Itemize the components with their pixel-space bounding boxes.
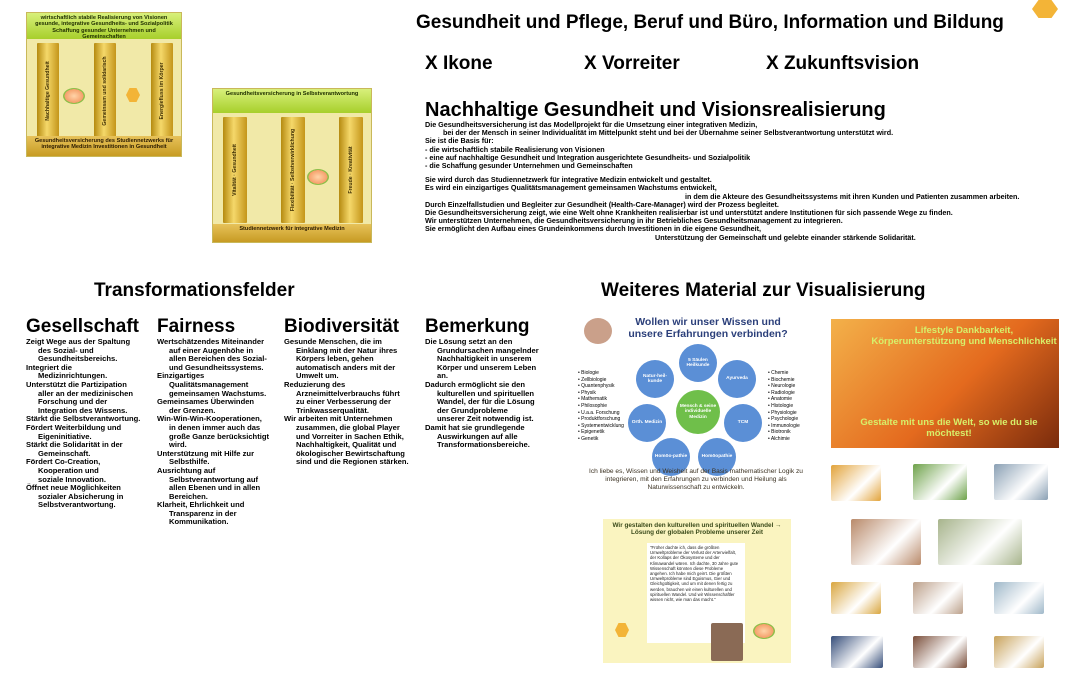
- transform-column-bemerkung: [425, 316, 555, 450]
- column-body: [26, 338, 154, 510]
- section-line: Sie wird durch das Studiennetzwerk für integrative Medizin entwickelt und gestaltet.: [425, 175, 712, 185]
- honeycomb-icon: [615, 623, 629, 637]
- list-item: • Produktforschung: [578, 416, 621, 423]
- portrait-image: [584, 318, 612, 344]
- x-ikone: X Ikone: [425, 53, 493, 74]
- list-item: • Chemie: [768, 370, 789, 376]
- section-heading-visionsrealisierung: Nachhaltige Gesundheit und Visionsrealisierung: [425, 99, 886, 121]
- node-naturheilkunde: Natur-heil-kunde: [636, 360, 674, 398]
- knowledge-card-caption: Ich liebe es, Wissen und Weisheit auf der Basis mathematischer Logik zu integrieren, mit den Erfahrungen zu verbinden und Heilung als Naturwissenschaft zu entwickeln.: [589, 468, 803, 491]
- column-line: Stärkt die Solidarität in der: [26, 440, 123, 450]
- section-line: Durch Einzelfallstudien und Begleiter zur Gesundheit (Health-Care-Manager) wird der Prozess begleitet.: [425, 199, 779, 209]
- node-5-saeulen: 5 Säulen Heilkunde: [679, 344, 717, 382]
- column-line: wird.: [169, 440, 187, 450]
- column-title: Fairness: [157, 316, 236, 337]
- column-line: an.: [437, 371, 448, 381]
- gallery-photo: [851, 519, 921, 565]
- column-line: ökologischer Bewirtschaftung: [296, 448, 405, 458]
- flower-logo-icon: [63, 88, 85, 104]
- column-line: Transformationsbereiche.: [437, 440, 530, 450]
- list-item: • Quantenphysik: [578, 383, 615, 390]
- list-item: • Neurologie: [768, 383, 796, 390]
- transform-column-biodiversitaet: [284, 316, 420, 467]
- column-line: Transparenz in der: [169, 508, 237, 518]
- column-line: Arzneimittelverbrauchs führt: [296, 388, 400, 398]
- column-line: der Grundprobleme: [437, 405, 508, 415]
- gallery-photo: [913, 582, 963, 614]
- transform-column-gesellschaft: [26, 316, 154, 510]
- column-line: Kooperation und: [38, 465, 99, 475]
- column-line: zu einer Verbesserung der: [296, 397, 391, 407]
- transform-column-fairness: [157, 316, 285, 527]
- column-line: Dadurch ermöglicht sie den: [425, 379, 526, 389]
- flower-logo-icon: [307, 169, 329, 185]
- list-item: • Psychologie: [768, 416, 799, 423]
- column-line: Integration des Wissens.: [38, 405, 128, 415]
- column-line: Selbsthilfe.: [169, 457, 210, 467]
- column-line: Gesunde Menschen, die im: [284, 337, 382, 346]
- column-line: Trinkwasserqualität.: [296, 405, 370, 415]
- column-body: [425, 338, 555, 450]
- column-line: Unterstützt die Partizipation: [26, 379, 127, 389]
- column-line: Qualitätsmanagement: [169, 379, 249, 389]
- column-line: Die Lösung setzt an den: [425, 337, 513, 346]
- list-item: • Physik: [578, 389, 596, 396]
- column-line: Damit hat sie grundlegende: [425, 422, 525, 432]
- column-line: des Sozial- und: [38, 345, 94, 355]
- column-line: Reduzierung des: [284, 379, 346, 389]
- speaker-photo: [711, 623, 743, 661]
- column-line: Wir arbeiten mit Unternehmen: [284, 414, 393, 424]
- column-line: unserer Zeit notwendig ist.: [437, 414, 534, 424]
- column-title: Bemerkung: [425, 316, 530, 337]
- knowledge-card-title: Wollen wir unser Wissen und unsere Erfahrungen verbinden?: [628, 316, 788, 340]
- x-vorreiter: X Vorreiter: [584, 53, 680, 74]
- right-science-list: [768, 370, 818, 443]
- list-item: • Immunologie: [768, 422, 800, 429]
- list-item: • Philosophie: [578, 402, 607, 409]
- column-line: und Gesundheitssystems.: [169, 362, 264, 372]
- temple-2-pillar-3: Freude · Kreativität: [339, 117, 363, 223]
- column-line: Einklang mit der Natur ihres: [296, 345, 398, 355]
- column-line: sozialer Absicherung in: [38, 491, 124, 501]
- column-line: Wertschätzendes Miteinander: [157, 337, 265, 346]
- wandel-card-quote: "Früher dachte ich, dass die größten Umweltprobleme der Verlust der Artenvielfalt, der Kollaps der Ökosysteme und der Klimawandel wären. Ich dachte, 30 Jahre gute Wissenschaft könnten diese Probleme angehen. Ich habe mich geirrt. Die größten Umweltprobleme sind Egoismus, Gier und Gleichgültigkeit, und um mit denen fertig zu werden, brauchen wir einen kulturellen und spirituellen Wandel. Und wir Wissenschaftler wissen nicht, wie man das macht.": [647, 543, 745, 643]
- section-line: - die wirtschaftlich stabile Realisierung von Visionen: [425, 144, 605, 154]
- section-line: - eine auf nachhaltige Gesundheit und Integration ausgerichtete Gesundheits- und Sozialpolitik: [425, 152, 751, 162]
- list-item: • Biochemie: [768, 376, 795, 383]
- gallery-photo: [938, 519, 1022, 565]
- column-line: Körper und unserem Leben: [437, 362, 537, 372]
- list-item: • Biotronik: [768, 429, 791, 436]
- column-line: Umwelt um.: [296, 371, 339, 381]
- gallery-photo: [831, 465, 881, 501]
- node-hermetik: Homöopathie: [698, 438, 736, 476]
- column-line: auf einer Augenhöhe in: [169, 345, 254, 355]
- node-orth-medizin: Orth. Medizin: [628, 404, 666, 442]
- temple-panel-2: [212, 88, 372, 243]
- column-line: und Vorreiter in Sachen Ethik,: [296, 431, 404, 441]
- section-line: Unterstützung der Gemeinschaft und gelebte einander stärkende Solidarität.: [655, 232, 916, 242]
- column-line: Klarheit, Ehrlichkeit und: [157, 500, 245, 510]
- lifestyle-card: [831, 319, 1059, 448]
- gallery-photo: [994, 464, 1048, 500]
- column-line: Fördert Weiterbildung und: [26, 422, 122, 432]
- column-line: Öffnet neue Möglichkeiten: [26, 483, 121, 493]
- column-line: aller an der medizinischen: [38, 388, 133, 398]
- column-line: Stärkt die Selbstverantwortung.: [26, 414, 141, 424]
- column-line: soziale Innovation.: [38, 474, 106, 484]
- temple-2-base: Studiennetzwerk für integrative Medizin: [213, 224, 371, 242]
- node-ayurveda: Ayurveda: [718, 360, 756, 398]
- column-line: Win-Win-Win-Kooperationen,: [157, 414, 262, 424]
- gallery-photo: [831, 636, 883, 668]
- section-line: - die Schaffung gesunder Unternehmen und Gemeinschaften: [425, 161, 633, 171]
- column-line: Einzigartiges: [157, 371, 205, 381]
- column-line: der Grenzen.: [169, 405, 216, 415]
- list-item: • Mathematik: [578, 396, 607, 403]
- gallery-photo: [994, 636, 1044, 668]
- column-line: Forschung und der: [38, 397, 108, 407]
- wandel-card: [603, 519, 791, 663]
- column-line: Nachhaltigkeit, Qualität und: [296, 440, 397, 450]
- column-body: [157, 338, 285, 527]
- column-line: Körpers leben, gehen: [296, 354, 374, 364]
- section-line: Sie ist die Basis für:: [425, 136, 494, 146]
- section-line: Sie ermöglicht den Aufbau eines Grundeinkommens durch Investitionen in die eigene Gesundheit,: [425, 224, 762, 234]
- column-line: Bereichen.: [169, 491, 208, 501]
- list-item: • Zellbiologie: [578, 376, 607, 383]
- transform-heading: Transformationsfelder: [94, 280, 295, 301]
- list-item: • U.a.a. Forschung: [578, 409, 620, 416]
- section-line: Wir unterstützen Unternehmen, die Gesundheitsversicherung in ihr Betriebliches Gesundheitsmanagement zu integrieren.: [425, 216, 843, 226]
- list-item: • Anatomie: [768, 396, 792, 403]
- column-line: Gesundheitsbereichs.: [38, 354, 118, 364]
- column-line: Selbstverantwortung.: [38, 500, 116, 510]
- page-title: Gesundheit und Pflege, Beruf und Büro, Information und Bildung: [416, 12, 1004, 33]
- flower-logo-icon: [753, 623, 775, 639]
- column-line: zusammen, die global Player: [296, 422, 400, 432]
- list-item: • Histologie: [768, 402, 794, 409]
- honeycomb-icon: [1032, 0, 1058, 18]
- column-line: Nachhaltigkeit in unserem: [437, 354, 532, 364]
- column-line: Medizinrichtungen.: [38, 371, 108, 381]
- column-line: gemeinsamen Wachstums.: [169, 388, 267, 398]
- list-item: • Systementwicklung: [578, 422, 624, 429]
- wandel-card-title: Wir gestalten den kulturellen und spirituellen Wandel → Lösung der globalen Probleme unserer Zeit: [612, 522, 782, 537]
- temple-1-pillar-3: Energiefluss im Körper: [151, 43, 173, 139]
- gallery-photo: [994, 582, 1044, 614]
- column-line: Gemeinsames Überwinden: [157, 397, 255, 407]
- temple-1-pillar-2: Gemeinsam und solidarisch: [94, 43, 116, 139]
- column-line: Ausrichtung auf: [157, 465, 216, 475]
- list-item: • Alchimie: [768, 435, 790, 442]
- column-line: sind und die Regionen stärken.: [296, 457, 409, 467]
- column-line: große Ganze berücksichtigt: [169, 431, 270, 441]
- column-line: Zeigt Wege aus der Spaltung: [26, 337, 131, 346]
- center-node: Mensch & seine individuelle Medizin: [676, 390, 720, 434]
- column-title: Gesellschaft: [26, 316, 139, 337]
- column-line: Wandel, der für die Lösung: [437, 397, 535, 407]
- column-line: Grundursachen mangelnder: [437, 345, 539, 355]
- column-line: Selbstverantwortung auf: [169, 474, 259, 484]
- lifestyle-card-title: Lifestyle Dankbarkeit, Körperunterstützung und Menschlichkeit: [871, 325, 1057, 347]
- column-line: allen Ebenen und in allen: [169, 483, 261, 493]
- column-line: Gemeinschaft.: [38, 448, 91, 458]
- column-line: Fördert Co-Creation,: [26, 457, 101, 467]
- list-item: • Genetik: [578, 435, 599, 442]
- column-line: Kommunikation.: [169, 517, 229, 527]
- column-line: Eigeninitiative.: [38, 431, 92, 441]
- list-item: • Radiologie: [768, 389, 795, 396]
- left-science-list: [578, 370, 628, 443]
- gallery-photo: [913, 464, 967, 500]
- list-item: • Biologie: [578, 370, 599, 376]
- gallery-photo: [831, 582, 881, 614]
- temple-1-roof: wirtschaftlich stabile Realisierung von Visionen gesunde, integrative Gesundheits- und Sozialpolitik Schaffung gesunder Unternehmen und Gemeinschaften: [27, 13, 181, 39]
- section-line: Die Gesundheitsversicherung ist das Modellprojekt für die Umsetzung einer integrativen Medizin,: [425, 120, 758, 129]
- temple-panel-1: [26, 12, 182, 157]
- x-zukunftsvision: X Zukunftsvision: [766, 53, 920, 74]
- column-line: in denen immer auch das: [169, 422, 261, 432]
- node-tcm: TCM: [724, 404, 762, 442]
- section-line: Die Gesundheitsversicherung zeigt, wie eine Welt ohne Krankheiten realisierbar ist und unterstützt andere Institutionen für sich passende Wege zu finden.: [425, 208, 953, 218]
- temple-2-pillar-2: Flexibilität · Selbstverwirklichung: [281, 117, 305, 223]
- column-line: automatisch anders mit der: [296, 362, 396, 372]
- temple-1-pillar-1: Nachhaltige Gesundheit: [37, 43, 59, 139]
- section-line: in dem die Akteure des Gesundheitssystems mit ihren Kunden und Patienten zusammen arbeiten.: [685, 191, 1020, 201]
- temple-2-pillar-1: Vitalität · Gesundheit: [223, 117, 247, 223]
- temple-2-roof: Gesundheitsversicherung in Selbstverantwortung: [213, 89, 371, 113]
- node-homoeopathie: Homöo-pathie: [652, 438, 690, 476]
- column-line: Integriert die: [26, 362, 72, 372]
- gallery-photo: [913, 636, 967, 668]
- honeycomb-icon: [126, 88, 140, 102]
- column-line: Auswirkungen auf alle: [437, 431, 518, 441]
- column-title: Biodiversität: [284, 316, 400, 337]
- column-body: [284, 338, 420, 467]
- column-line: Unterstützung mit Hilfe zur: [157, 448, 255, 458]
- list-item: • Epigenetik: [578, 429, 605, 436]
- section-line: Es wird ein einzigartiges Qualitätsmanagement gemeinsamen Wachstums entwickelt,: [425, 183, 717, 193]
- knowledge-card: [578, 312, 808, 494]
- list-item: • Physiologie: [768, 409, 797, 416]
- column-line: kulturellen und spirituellen: [437, 388, 535, 398]
- column-line: allen Bereichen des Sozial-: [169, 354, 267, 364]
- section-line: bei der der Mensch in seiner Individualität im Mittelpunkt steht und bei der Übernahme seiner Selbstverantwortung unterstützt wird.: [443, 128, 894, 138]
- temple-1-base: Gesundheitsversicherung des Studiennetzwerks für integrative Medizin Investitionen in Gesundheit: [27, 136, 181, 156]
- lifestyle-card-subtitle: Gestalte mit uns die Welt, so wie du sie möchtest!: [860, 417, 1038, 439]
- material-heading: Weiteres Material zur Visualisierung: [601, 280, 926, 301]
- section-body-visionsrealisierung: [425, 121, 1065, 242]
